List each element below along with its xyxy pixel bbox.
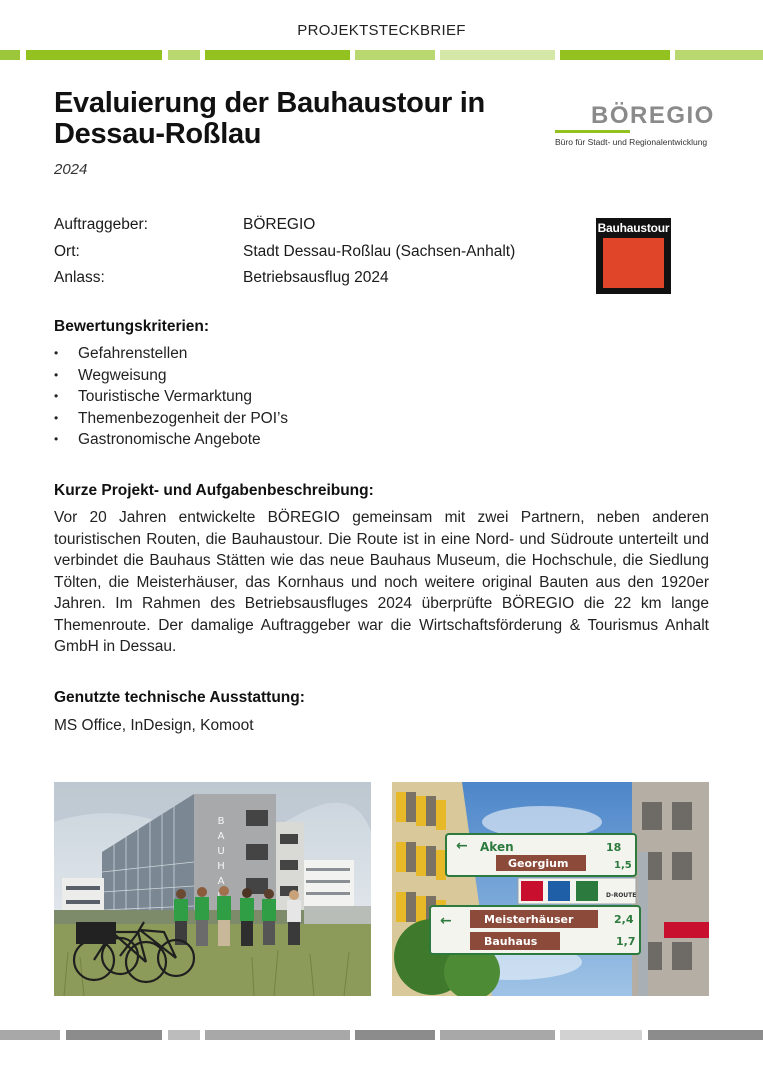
sign-destination: Aken <box>480 840 514 854</box>
sign-distance: 2,4 <box>614 913 634 926</box>
criteria-list <box>54 343 288 451</box>
sign-destination: Georgium <box>508 857 569 870</box>
building-letter: A <box>217 876 225 887</box>
list-item: • Touristische Vermarktung <box>54 386 288 408</box>
bauhaustour-logo-label: Bauhaustour <box>597 221 670 235</box>
description-heading: Kurze Projekt- und Aufgabenbeschreibung: <box>54 482 374 499</box>
equipment-heading: Genutzte technische Ausstattung: <box>54 689 305 706</box>
meta-value: BÖREGIO <box>243 216 316 233</box>
list-item: • Gefahrenstellen <box>54 343 288 365</box>
meta-key: Ort: <box>54 243 80 260</box>
project-title: Evaluierung der Bauhaustour in Dessau-Roßlau <box>54 87 485 150</box>
route-label: D-ROUTE <box>606 892 637 899</box>
building-letter: H <box>217 861 225 872</box>
building-letter: U <box>217 846 225 857</box>
brand-name: BÖREGIO <box>591 102 715 129</box>
project-year: 2024 <box>54 161 88 178</box>
list-item: • Wegweisung <box>54 365 288 387</box>
header-label: PROJEKTSTECKBRIEF <box>297 22 466 39</box>
svg-text:←: ← <box>440 913 452 929</box>
photo-bauhaus-team-illustration <box>54 782 371 996</box>
building-letter: A <box>217 831 225 842</box>
list-item: • Themenbezogenheit der POI’s <box>54 408 288 430</box>
meta-value: Stadt Dessau-Roßlau (Sachsen-Anhalt) <box>243 243 516 260</box>
sign-destination: Meisterhäuser <box>484 913 574 926</box>
brand-tagline: Büro für Stadt- und Regionalentwicklung <box>555 137 708 147</box>
photo-bauhaus-team <box>54 782 371 996</box>
criteria-heading: Bewertungskriterien: <box>54 318 210 335</box>
bottom-color-bar <box>0 1030 763 1040</box>
sign-distance: 1,5 <box>614 860 632 871</box>
sign-destination: Bauhaus <box>484 935 538 948</box>
sign-distance: 18 <box>606 841 622 854</box>
equipment-text: MS Office, InDesign, Komoot <box>54 717 254 734</box>
description-text: Vor 20 Jahren entwickelte BÖREGIO gemeinsam mit zwei Partnern, neben anderen touristischen Routen, die Bauhaustour. Die Route ist in eine Nord- und Südroute unterteilt und verbindet die Bauhaus Stätten wie das neue Bauhaus Museum, die Hochschule, die Siedlung Tölten, die Meisterhäuser, das Kornhaus und noch weitere original Bauten aus den 1920er Jahren. Im Rahmen des Betriebsausfluges 2024 überprüfte BÖREGIO die 22 km lange Themenroute. Der damalige Auftraggeber war die Wirtschaftsförderung & Tourismus Anhalt GmbH in Dessau. <box>54 509 709 655</box>
photo-direction-signs-illustration <box>392 782 709 996</box>
meta-key: Anlass: <box>54 269 105 286</box>
bauhaustour-logo-square <box>603 238 664 288</box>
bauhaustour-logo <box>596 218 671 294</box>
sign-distance: 1,7 <box>616 935 636 948</box>
svg-text:←: ← <box>456 838 468 854</box>
brand-logo-line <box>555 130 630 133</box>
meta-value: Betriebsausflug 2024 <box>243 269 389 286</box>
meta-key: Auftraggeber: <box>54 216 148 233</box>
list-item: • Gastronomische Angebote <box>54 429 288 451</box>
building-letter: B <box>217 816 225 827</box>
photo-direction-signs <box>392 782 709 996</box>
top-color-bar <box>0 50 763 60</box>
